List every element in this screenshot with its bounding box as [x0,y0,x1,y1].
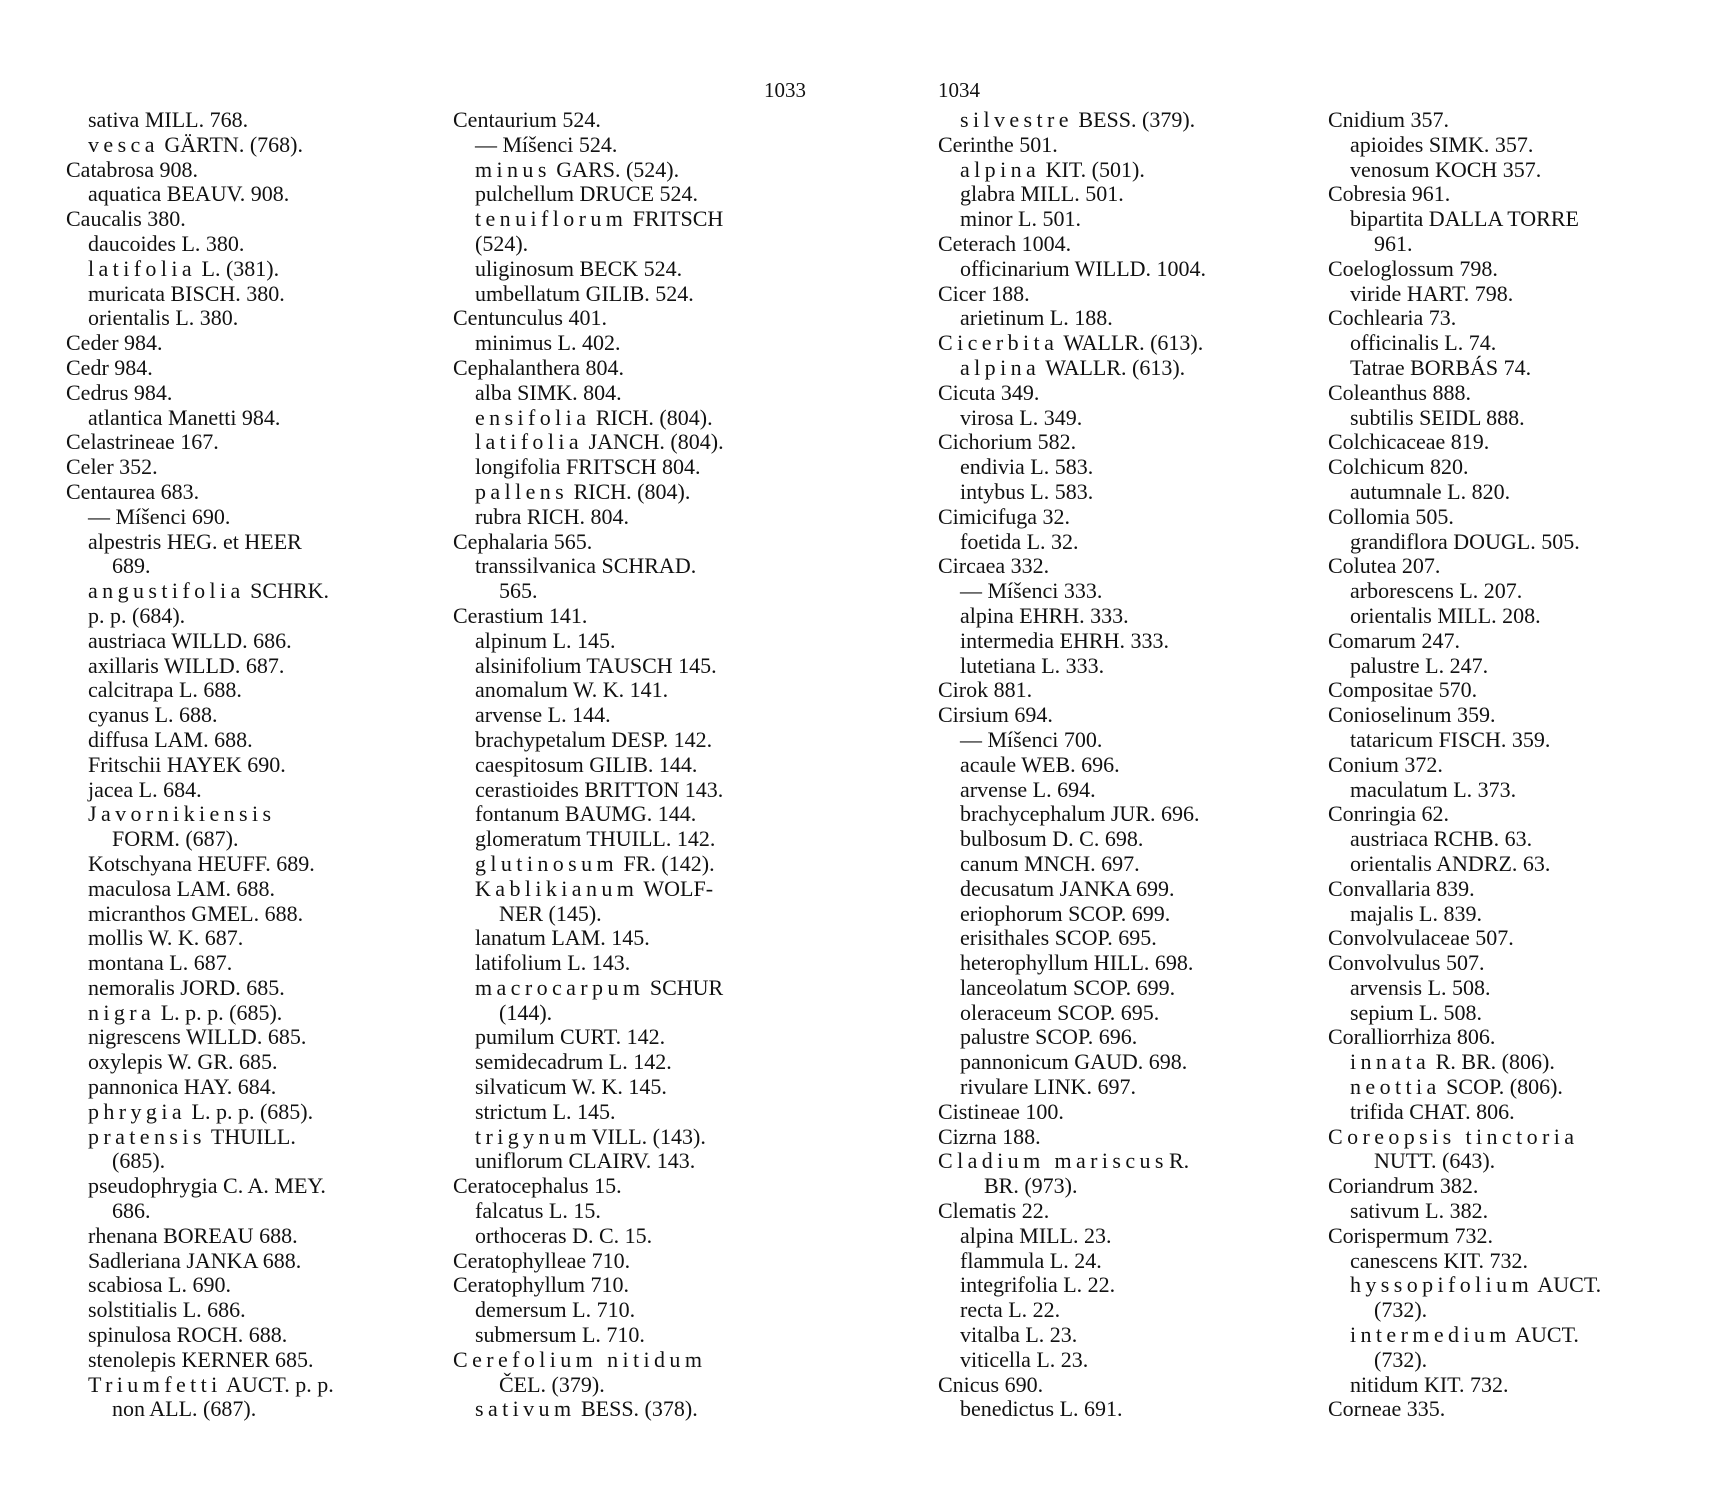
index-subentry: silvaticum W. K. 145. [475,1074,667,1100]
spaced-name: pallens [475,478,569,504]
index-subentry: venosum KOCH 357. [1350,156,1542,182]
spaced-name: tenuiflorum [475,206,628,232]
spaced-name: silvestre [960,107,1073,132]
index-subentry: nigrescens WILLD. 685. [88,1024,307,1050]
index-subentry: 961. [1374,230,1413,256]
spaced-name: Cladium mariscu [938,1148,1155,1174]
index-subentry: macrocarpum SCHUR [475,974,724,1000]
index-heading-entry: Celastrineae 167. [66,429,219,455]
index-subentry: subtilis SEIDL 888. [1350,404,1525,430]
index-heading-entry: Circaea 332. [938,553,1050,579]
index-subentry: longifolia FRITSCH 804. [475,454,701,480]
index-subentry: pratensis THUILL. [88,1123,296,1149]
index-subentry: sativa MILL. 768. [88,107,249,132]
index-subentry: orientalis MILL. 208. [1350,602,1541,628]
index-heading-entry: Cnicus 690. [938,1371,1044,1397]
index-subentry: NER (145). [499,900,602,926]
index-subentry: arvense L. 144. [475,702,611,728]
index-subentry: axillaris WILLD. 687. [88,652,285,678]
index-subentry: ČEL. (379). [499,1371,605,1397]
index-heading-entry: Compositae 570. [1328,677,1478,703]
index-subentry: orthoceras D. C. 15. [475,1222,653,1248]
spaced-name: intermedium [1350,1322,1511,1348]
index-heading-entry: Convolvulus 507. [1328,950,1485,976]
index-heading-entry: Cedr 984. [66,354,153,380]
index-subentry: latifolia L. (381). [88,255,280,281]
index-subentry: apioides SIMK. 357. [1350,131,1534,157]
index-heading-entry: Cirsium 694. [938,702,1053,728]
index-subentry: — Míšenci 333. [960,578,1103,604]
index-subentry: intermedium AUCT. [1350,1322,1579,1348]
index-column-4 [1328,108,1601,1422]
index-heading-entry: Clematis 22. [938,1198,1050,1224]
index-subentry: palustre SCOP. 696. [960,1024,1138,1050]
index-subentry: stenolepis KERNER 685. [88,1346,314,1372]
index-heading-entry: Ceder 984. [66,330,163,356]
index-subentry: alba SIMK. 804. [475,379,622,405]
spaced-name: Coreopsis tinctoria [1328,1123,1579,1149]
index-heading-entry: Colchicum 820. [1328,454,1469,480]
index-subentry: vesca GÄRTN. (768). [88,131,303,157]
index-subentry: trigynum VILL. (143). [475,1123,706,1149]
index-subentry: FORM. (687). [112,826,239,852]
index-subentry: alpina WALLR. (613). [960,354,1186,380]
index-subentry: vitalba L. 23. [960,1322,1078,1348]
index-subentry: aquatica BEAUV. 908. [88,181,290,207]
index-subentry: Tatrae BORBÁS 74. [1350,354,1532,380]
index-subentry: virosa L. 349. [960,404,1083,430]
index-subentry: non ALL. (687). [112,1396,257,1422]
index-subentry: uliginosum BECK 524. [475,255,683,281]
index-subentry: lanceolatum SCOP. 699. [960,974,1176,1000]
index-heading-entry: Ceratophyllum 710. [453,1272,629,1298]
index-subentry: sativum BESS. (378). [475,1396,698,1422]
index-subentry: semidecadrum L. 142. [475,1049,672,1075]
index-subentry: rubra RICH. 804. [475,503,629,529]
spaced-name: sativum [475,1396,576,1422]
page-number-right: 1034 [938,78,980,102]
index-heading-entry: Centaurium 524. [453,107,601,132]
index-subentry: viride HART. 798. [1350,280,1514,306]
index-subentry: Kablikianum WOLF- [475,875,714,901]
index-subentry: hyssopifolium AUCT. [1350,1272,1602,1298]
index-subentry: — Míšenci 690. [88,503,231,529]
index-heading-entry: Conringia 62. [1328,801,1449,827]
index-heading-entry: Cimicifuga 32. [938,503,1070,529]
index-heading-entry: Ceterach 1004. [938,230,1072,256]
index-heading-entry: Cladium mariscus R. [938,1148,1190,1174]
index-subentry: umbellatum GILIB. 524. [475,280,694,306]
index-subentry: (732). [1374,1297,1428,1323]
index-subentry: officinarium WILLD. 1004. [960,255,1207,281]
index-subentry: integrifolia L. 22. [960,1272,1116,1298]
index-heading-entry: Corispermum 732. [1328,1222,1493,1248]
index-subentry: Fritschii HAYEK 690. [88,751,286,777]
spaced-name: hyssopifolium [1350,1272,1534,1298]
index-subentry: calcitrapa L. 688. [88,677,242,703]
index-subentry: muricata BISCH. 380. [88,280,285,306]
index-subentry: transsilvanica SCHRAD. [475,553,697,579]
index-subentry: foetida L. 32. [960,528,1079,554]
index-subentry: arvense L. 694. [960,776,1096,802]
spaced-name: ensifolia [475,404,591,430]
index-subentry: strictum L. 145. [475,1098,616,1124]
index-heading-entry: Cirok 881. [938,677,1033,703]
index-subentry: alpina KIT. (501). [960,156,1145,182]
index-heading-entry: Colutea 207. [1328,553,1441,579]
index-subentry: benedictus L. 691. [960,1396,1123,1422]
index-subentry: tataricum FISCH. 359. [1350,726,1551,752]
index-subentry: phrygia L. p. p. (685). [88,1098,314,1124]
index-subentry: rivulare LINK. 697. [960,1074,1136,1100]
index-subentry: nitidum KIT. 732. [1350,1371,1509,1397]
index-heading-entry: Coleanthus 888. [1328,379,1471,405]
index-subentry: austriaca RCHB. 63. [1350,826,1533,852]
index-heading-entry: Cerastium 141. [453,602,588,628]
index-subentry: (144). [499,999,553,1025]
index-heading-entry: Collomia 505. [1328,503,1454,529]
spaced-name: alpina [960,156,1041,182]
index-subentry: demersum L. 710. [475,1297,636,1323]
index-subentry: palustre L. 247. [1350,652,1489,678]
index-subentry: glutinosum FR. (142). [475,850,715,876]
index-subentry: bipartita DALLA TORRE [1350,206,1579,232]
spaced-name: neottia [1350,1074,1441,1100]
index-heading-entry: Conioselinum 359. [1328,702,1496,728]
index-column-1 [66,108,334,1422]
index-subentry: alsinifolium TAUSCH 145. [475,652,717,678]
index-subentry: pseudophrygia C. A. MEY. [88,1173,326,1199]
index-subentry: cyanus L. 688. [88,702,218,728]
index-subentry: atlantica Manetti 984. [88,404,281,430]
index-subentry: acaule WEB. 696. [960,751,1120,777]
index-subentry: recta L. 22. [960,1297,1061,1323]
index-subentry: latifolia JANCH. (804). [475,429,724,455]
index-heading-entry: Celer 352. [66,454,158,480]
index-subentry: 565. [499,578,538,604]
index-subentry: Kotschyana HEUFF. 689. [88,850,315,876]
index-heading-entry: Cerinthe 501. [938,131,1058,157]
index-heading-entry: Coeloglossum 798. [1328,255,1498,281]
spaced-name: nigra [88,999,156,1025]
index-subentry: maculosa LAM. 688. [88,875,275,901]
index-subentry: pumilum CURT. 142. [475,1024,666,1050]
index-heading-entry: Cephalaria 565. [453,528,593,554]
spaced-name: latifolia [88,255,197,281]
spaced-name: trigynu [475,1123,570,1149]
index-subentry: bulbosum D. C. 698. [960,826,1144,852]
index-heading-entry: Caucalis 380. [66,206,186,232]
index-subentry: heterophyllum HILL. 698. [960,950,1194,976]
index-subentry: alpinum L. 145. [475,627,616,653]
index-heading-entry: Centaurea 683. [66,478,200,504]
index-subentry: mollis W. K. 687. [88,925,244,951]
index-subentry: submersum L. 710. [475,1322,645,1348]
index-subentry: tenuiflorum FRITSCH [475,206,724,232]
index-subentry: austriaca WILLD. 686. [88,627,292,653]
spaced-name: alpina [960,354,1041,380]
index-subentry: autumnale L. 820. [1350,478,1511,504]
index-subentry: minor L. 501. [960,206,1081,232]
index-subentry: (524). [475,230,529,256]
index-subentry: neottia SCOP. (806). [1350,1074,1563,1100]
index-heading-entry: Conium 372. [1328,751,1443,777]
spaced-name: minus [475,156,551,182]
index-subentry: arietinum L. 188. [960,305,1113,331]
index-subentry: p. p. (684). [88,602,186,628]
index-subentry: eriophorum SCOP. 699. [960,900,1171,926]
index-heading-entry: Cicer 188. [938,280,1030,306]
index-heading-entry: Ceratophylleae 710. [453,1247,631,1273]
index-heading-entry [1328,1125,1601,1150]
index-subentry: maculatum L. 373. [1350,776,1517,802]
index-subentry: lanatum LAM. 145. [475,925,650,951]
spaced-name: Triumfetti [88,1371,222,1397]
index-column-2 [453,108,724,1422]
index-subentry: orientalis L. 380. [88,305,239,331]
index-subentry: latifolium L. 143. [475,950,631,976]
index-subentry: — Míšenci 524. [475,131,618,157]
index-heading-entry: Cichorium 582. [938,429,1077,455]
index-subentry: alpestris HEG. et HEER [88,528,302,554]
index-subentry: officinalis L. 74. [1350,330,1497,356]
index-heading-entry: Cistineae 100. [938,1098,1064,1124]
index-subentry: decusatum JANKA 699. [960,875,1175,901]
index-heading-entry: Cizrna 188. [938,1123,1041,1149]
spaced-name: Kablikianum [475,875,639,901]
index-heading-entry: Cicuta 349. [938,379,1040,405]
index-heading-entry: Cephalanthera 804. [453,354,625,380]
index-subentry: endivia L. 583. [960,454,1094,480]
index-subentry: nemoralis JORD. 685. [88,974,285,1000]
index-heading-entry: Convallaria 839. [1328,875,1475,901]
index-subentry: fontanum BAUMG. 144. [475,801,697,827]
index-subentry: oleraceum SCOP. 695. [960,999,1160,1025]
index-subentry: glabra MILL. 501. [960,181,1124,207]
index-subentry: montana L. 687. [88,950,233,976]
index-subentry: 686. [112,1198,151,1224]
index-heading-entry: Ceratocephalus 15. [453,1173,622,1199]
index-heading-entry [453,1348,724,1373]
index-heading-entry: Cnidium 357. [1328,107,1450,132]
index-subentry: pulchellum DRUCE 524. [475,181,699,207]
index-subentry: intybus L. 583. [960,478,1094,504]
index-subentry: anomalum W. K. 141. [475,677,669,703]
spaced-name: latifolia [475,429,584,455]
index-subentry: sativum L. 382. [1350,1198,1489,1224]
index-heading-entry: Cedrus 984. [66,379,173,405]
index-subentry: majalis L. 839. [1350,900,1482,926]
spaced-name: vesca [88,131,159,157]
index-subentry: cerastioides BRITTON 143. [475,776,724,802]
index-subentry: silvestre BESS. (379). [960,107,1196,132]
index-subentry: intermedia EHRH. 333. [960,627,1169,653]
index-subentry: scabiosa L. 690. [88,1272,231,1298]
index-subentry: grandiflora DOUGL. 505. [1350,528,1580,554]
index-subentry: oxylepis W. GR. 685. [88,1049,278,1075]
index-subentry: canescens KIT. 732. [1350,1247,1528,1273]
index-heading-entry: Catabrosa 908. [66,156,198,182]
index-subentry [66,802,334,827]
index-subentry: pannonica HAY. 684. [88,1074,277,1100]
spaced-name: angustifolia [88,578,245,604]
spaced-name: innata [1350,1049,1431,1075]
index-subentry: nigra L. p. p. (685). [88,999,283,1025]
index-subentry: BR. (973). [984,1173,1078,1199]
index-subentry: innata R. BR. (806). [1350,1049,1555,1075]
index-subentry: canum MNCH. 697. [960,850,1140,876]
index-subentry: caespitosum GILIB. 144. [475,751,698,777]
index-subentry: minus GARS. (524). [475,156,680,182]
spaced-name: Cicerbita [938,330,1059,356]
index-subentry: flammula L. 24. [960,1247,1102,1273]
index-subentry: minimus L. 402. [475,330,621,356]
index-heading-entry: Corneae 335. [1328,1396,1446,1422]
index-heading-entry: Coralliorrhiza 806. [1328,1024,1496,1050]
index-subentry: uniflorum CLAIRV. 143. [475,1148,696,1174]
spaced-name: macrocarpum [475,974,645,1000]
index-subentry: brachypetalum DESP. 142. [475,726,713,752]
index-heading-entry: Colchicaceae 819. [1328,429,1490,455]
index-subentry: (685). [112,1148,166,1174]
index-subentry: spinulosa ROCH. 688. [88,1322,288,1348]
index-subentry: — Míšenci 700. [960,726,1103,752]
index-subentry: solstitialis L. 686. [88,1297,246,1323]
index-subentry: erisithales SCOP. 695. [960,925,1157,951]
index-subentry: brachycephalum JUR. 696. [960,801,1200,827]
index-subentry: falcatus L. 15. [475,1198,601,1224]
index-subentry: lutetiana L. 333. [960,652,1105,678]
index-subentry: rhenana BOREAU 688. [88,1222,298,1248]
index-heading-entry: Centunculus 401. [453,305,607,331]
index-subentry: Sadleriana JANKA 688. [88,1247,302,1273]
spaced-name: Cerefolium nitidum [453,1346,707,1372]
index-subentry: angustifolia SCHRK. [88,578,330,604]
spaced-name: pratensis [88,1123,206,1149]
index-heading-entry: Comarum 247. [1328,627,1460,653]
index-subentry: arborescens L. 207. [1350,578,1523,604]
index-subentry: alpina EHRH. 333. [960,602,1129,628]
index-heading-entry: Coriandrum 382. [1328,1173,1479,1199]
index-subentry: Triumfetti AUCT. p. p. [88,1371,334,1397]
index-subentry: glomeratum THUILL. 142. [475,826,716,852]
index-subentry: pannonicum GAUD. 698. [960,1049,1188,1075]
page-number-left: 1033 [764,78,806,102]
index-subentry: sepium L. 508. [1350,999,1482,1025]
index-subentry: trifida CHAT. 806. [1350,1098,1515,1124]
index-subentry: (732). [1374,1346,1428,1372]
index-subentry: diffusa LAM. 688. [88,726,253,752]
index-subentry: ensifolia RICH. (804). [475,404,713,430]
index-subentry: viticella L. 23. [960,1346,1089,1372]
index-subentry: arvensis L. 508. [1350,974,1491,1000]
index-heading-entry: Cicerbita WALLR. (613). [938,330,1204,356]
index-subentry: jacea L. 684. [88,776,202,802]
index-column-3 [938,108,1206,1422]
spaced-name: phrygia [88,1098,187,1124]
spaced-name: Javornikiensis [88,801,276,827]
index-subentry: pallens RICH. (804). [475,478,691,504]
index-heading-entry: Cobresia 961. [1328,181,1451,207]
index-subentry: 689. [112,553,151,579]
index-subentry: alpina MILL. 23. [960,1222,1112,1248]
index-subentry: daucoides L. 380. [88,230,245,256]
index-subentry: orientalis ANDRZ. 63. [1350,850,1551,876]
index-heading-entry: Cochlearia 73. [1328,305,1457,331]
index-subentry: NUTT. (643). [1374,1148,1496,1174]
spaced-name: glutinosum [475,850,619,876]
index-subentry: micranthos GMEL. 688. [88,900,304,926]
index-heading-entry: Convolvulaceae 507. [1328,925,1514,951]
